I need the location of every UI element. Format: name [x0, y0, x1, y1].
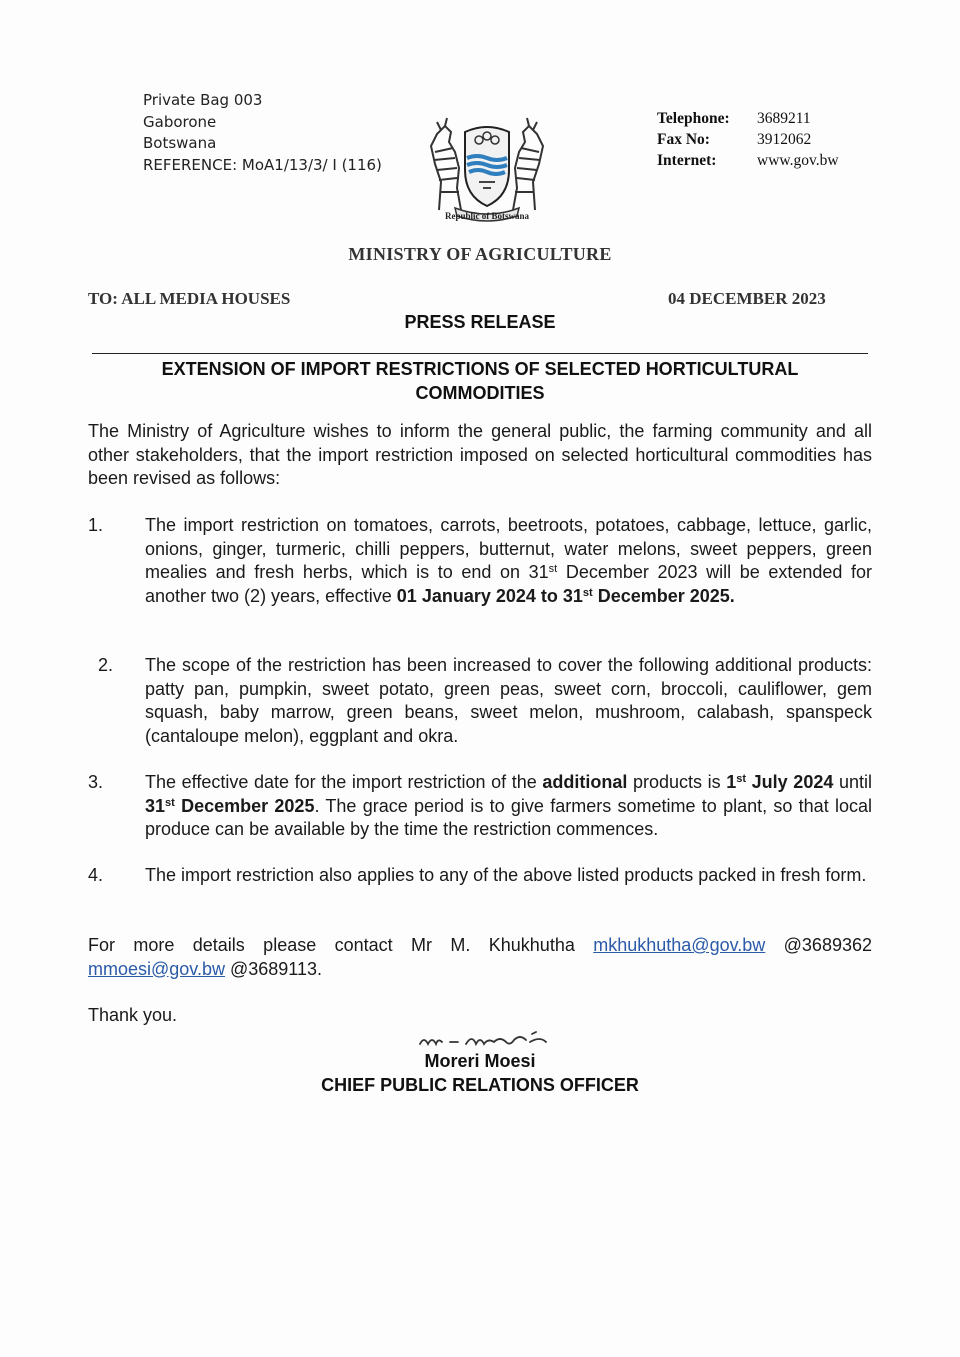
telephone-row: [657, 108, 839, 129]
sender-address: [143, 90, 382, 176]
address-line: Botswana: [143, 134, 217, 152]
ordinal-suffix: st: [165, 796, 175, 809]
address-line: Gaborone: [143, 112, 217, 131]
item-bold-text: additional: [542, 772, 628, 792]
list-item: [145, 514, 872, 608]
item-bold-text: December 2025.: [592, 585, 735, 606]
item-number: 4.: [88, 865, 104, 885]
ordinal-suffix: st: [582, 586, 593, 599]
item-text: products is: [627, 772, 727, 792]
item-text: December 2023 will be extended for another two (2) years, effective: [145, 562, 873, 606]
fax-value: 3912062: [757, 131, 812, 148]
item-bold-text: December 2025: [174, 795, 315, 816]
item-bold-text: 1: [726, 772, 737, 792]
heading-line: COMMODITIES: [415, 383, 545, 403]
phone-number: @3689362: [765, 935, 872, 955]
fax-row: [657, 129, 839, 150]
contact-info: [657, 108, 839, 171]
item-text: . The grace period is to give farmers sometime to plant, so that local produce can be available by the time the restriction commences.: [145, 795, 872, 839]
botswana-coat-of-arms-icon: [417, 112, 557, 224]
email-link[interactable]: mmoesi@gov.bw: [88, 958, 225, 979]
item-number: 1.: [88, 515, 104, 535]
item-number: 2.: [98, 655, 114, 675]
telephone-label: Telephone:: [657, 110, 730, 127]
item-text: until: [833, 772, 872, 792]
list-item: [145, 771, 872, 842]
list-item: The scope of the restriction has been increased to cover the following additional products: patty pan, pumpkin, sweet potato, green peas, sweet corn, broccoli, cauliflower, gem squash, baby marrow, green beans, sweet melon, mushroom, calabash, spanspeck (cantaloupe melon), eggplant and okra.: [145, 655, 872, 746]
fax-label: Fax No:: [657, 131, 710, 148]
signature-icon: [414, 1024, 574, 1052]
signatory-name: Moreri Moesi: [424, 1051, 536, 1071]
release-date: 04 DECEMBER 2023: [668, 289, 826, 308]
email-link[interactable]: mkhukhutha@gov.bw: [593, 935, 766, 955]
item-text: The import restriction on tomatoes, carrots, beetroots, potatoes, cabbage, lettuce, garlic, onions, ginger, turmeric, chilli peppers, butternut, water melons, sweet peppers, green mealies and fresh herbs, which is to end on 31: [145, 515, 872, 582]
heading-line: EXTENSION OF IMPORT RESTRICTIONS OF SELECTED HORTICULTURAL: [161, 359, 799, 379]
reference-number: REFERENCE: MoA1/13/3/ I (116): [143, 155, 382, 174]
item-bold-text: 01 January 2024 to 31: [396, 585, 583, 606]
divider: [92, 353, 868, 354]
contact-text: For more details please contact Mr M. Khukhutha: [88, 935, 594, 955]
signatory-block: [0, 1049, 960, 1097]
release-heading: [110, 357, 850, 405]
press-release-label: PRESS RELEASE: [404, 312, 556, 332]
telephone-value: 3689211: [757, 110, 811, 127]
recipient-line: TO: ALL MEDIA HOUSES: [88, 289, 291, 308]
item-bold-text: 31: [145, 795, 166, 816]
phone-number: @3689113.: [224, 958, 322, 979]
ministry-title: MINISTRY OF AGRICULTURE: [348, 244, 612, 264]
item-number: 3.: [88, 772, 104, 792]
internet-row: [657, 150, 839, 171]
signatory-title: CHIEF PUBLIC RELATIONS OFFICER: [321, 1075, 639, 1095]
item-bold-text: July 2024: [746, 772, 834, 792]
list-item: The import restriction also applies to any of the above listed products packed in fresh form.: [145, 865, 867, 885]
contact-paragraph: [88, 934, 872, 981]
ordinal-suffix: st: [736, 773, 747, 785]
closing-thanks: Thank you.: [88, 1005, 178, 1025]
ordinal-suffix: st: [548, 563, 558, 575]
internet-value: www.gov.bw: [757, 152, 839, 169]
crest-caption: Republic of Botswana: [444, 211, 529, 221]
address-line: Private Bag 003: [143, 91, 263, 109]
item-text: The effective date for the import restriction of the: [145, 772, 543, 792]
internet-label: Internet:: [657, 152, 717, 169]
intro-paragraph: The Ministry of Agriculture wishes to inform the general public, the farming community and all other stakeholders, that the import restriction imposed on selected horticultural commodities has been revised as follows:: [88, 421, 872, 488]
